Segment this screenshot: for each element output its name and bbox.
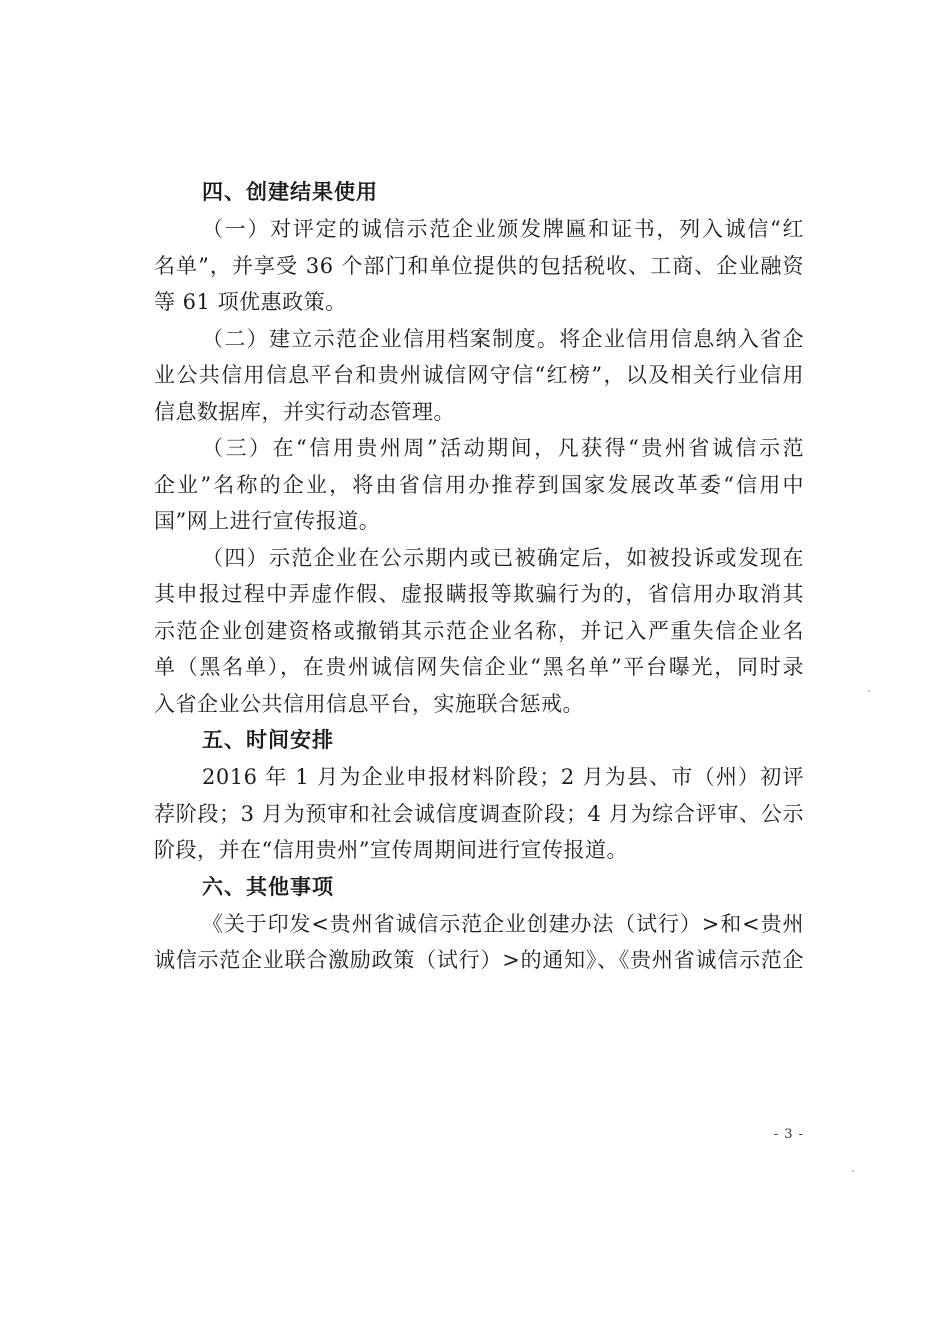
text-line: 2016 年 1 月为企业申报材料阶段；2 月为县、市（州）初评 xyxy=(202,765,804,789)
section-4-paragraph-3 xyxy=(154,430,804,540)
section-6-heading: 六、其他事项 xyxy=(202,874,334,899)
text-line: 单（黑名单），在贵州诚信网失信企业“黑名单”平台曝光，同时录 xyxy=(154,655,804,679)
text-line: 企业”名称的企业，将由省信用办推荐到国家发展改革委“信用中 xyxy=(154,472,804,497)
section-4-paragraph-2 xyxy=(154,321,804,431)
section-4-paragraph-1 xyxy=(154,211,804,321)
section-5-heading: 五、时间安排 xyxy=(202,728,334,752)
section-4-paragraph-4 xyxy=(154,540,804,723)
text-line: 入省企业公共信用信息平台，实施联合惩戒。 xyxy=(154,691,584,716)
text-line: 诚信示范企业联合激励政策（试行）>的通知》、《贵州省诚信示范企 xyxy=(154,948,804,972)
section-5-paragraph-1 xyxy=(154,759,804,869)
text-line: 《关于印发<贵州省诚信示范企业创建办法（试行）>和<贵州 xyxy=(202,911,804,936)
section-4-heading: 四、创建结果使用 xyxy=(202,180,378,204)
text-line: （二）建立示范企业信用档案制度。将企业信用信息纳入省企 xyxy=(202,326,804,351)
text-line: 名单”，并享受 36 个部门和单位提供的包括税收、工商、企业融资 xyxy=(154,253,804,278)
text-line: 荐阶段；3 月为预审和社会诚信度调查阶段；4 月为综合评审、公示 xyxy=(154,801,804,826)
text-line: （一）对评定的诚信示范企业颁发牌匾和证书，列入诚信“红 xyxy=(202,217,804,241)
text-line: 等 61 项优惠政策。 xyxy=(154,290,347,314)
text-line: 示范企业创建资格或撤销其示范企业名称，并记入严重失信企业名 xyxy=(154,618,804,643)
section-6-paragraph-1 xyxy=(154,906,804,979)
text-line: 业公共信用信息平台和贵州诚信网守信“红榜”，以及相关行业信用 xyxy=(154,363,804,387)
text-line: （四）示范企业在公示期内或已被确定后，如被投诉或发现在 xyxy=(202,545,804,570)
scan-speck xyxy=(852,1170,854,1172)
text-line: 其申报过程中弄虚作假、虚报瞒报等欺骗行为的，省信用办取消其 xyxy=(154,582,804,606)
scan-speck xyxy=(868,690,870,692)
page-number: - 3 - xyxy=(773,1127,804,1142)
text-line: 信息数据库，并实行动态管理。 xyxy=(154,399,455,424)
document-body xyxy=(154,174,804,979)
text-line: 阶段，并在“信用贵州”宣传周期间进行宣传报道。 xyxy=(154,838,628,862)
text-line: （三）在“信用贵州周”活动期间，凡获得“贵州省诚信示范 xyxy=(202,436,804,460)
text-line: 国”网上进行宣传报道。 xyxy=(154,509,381,533)
